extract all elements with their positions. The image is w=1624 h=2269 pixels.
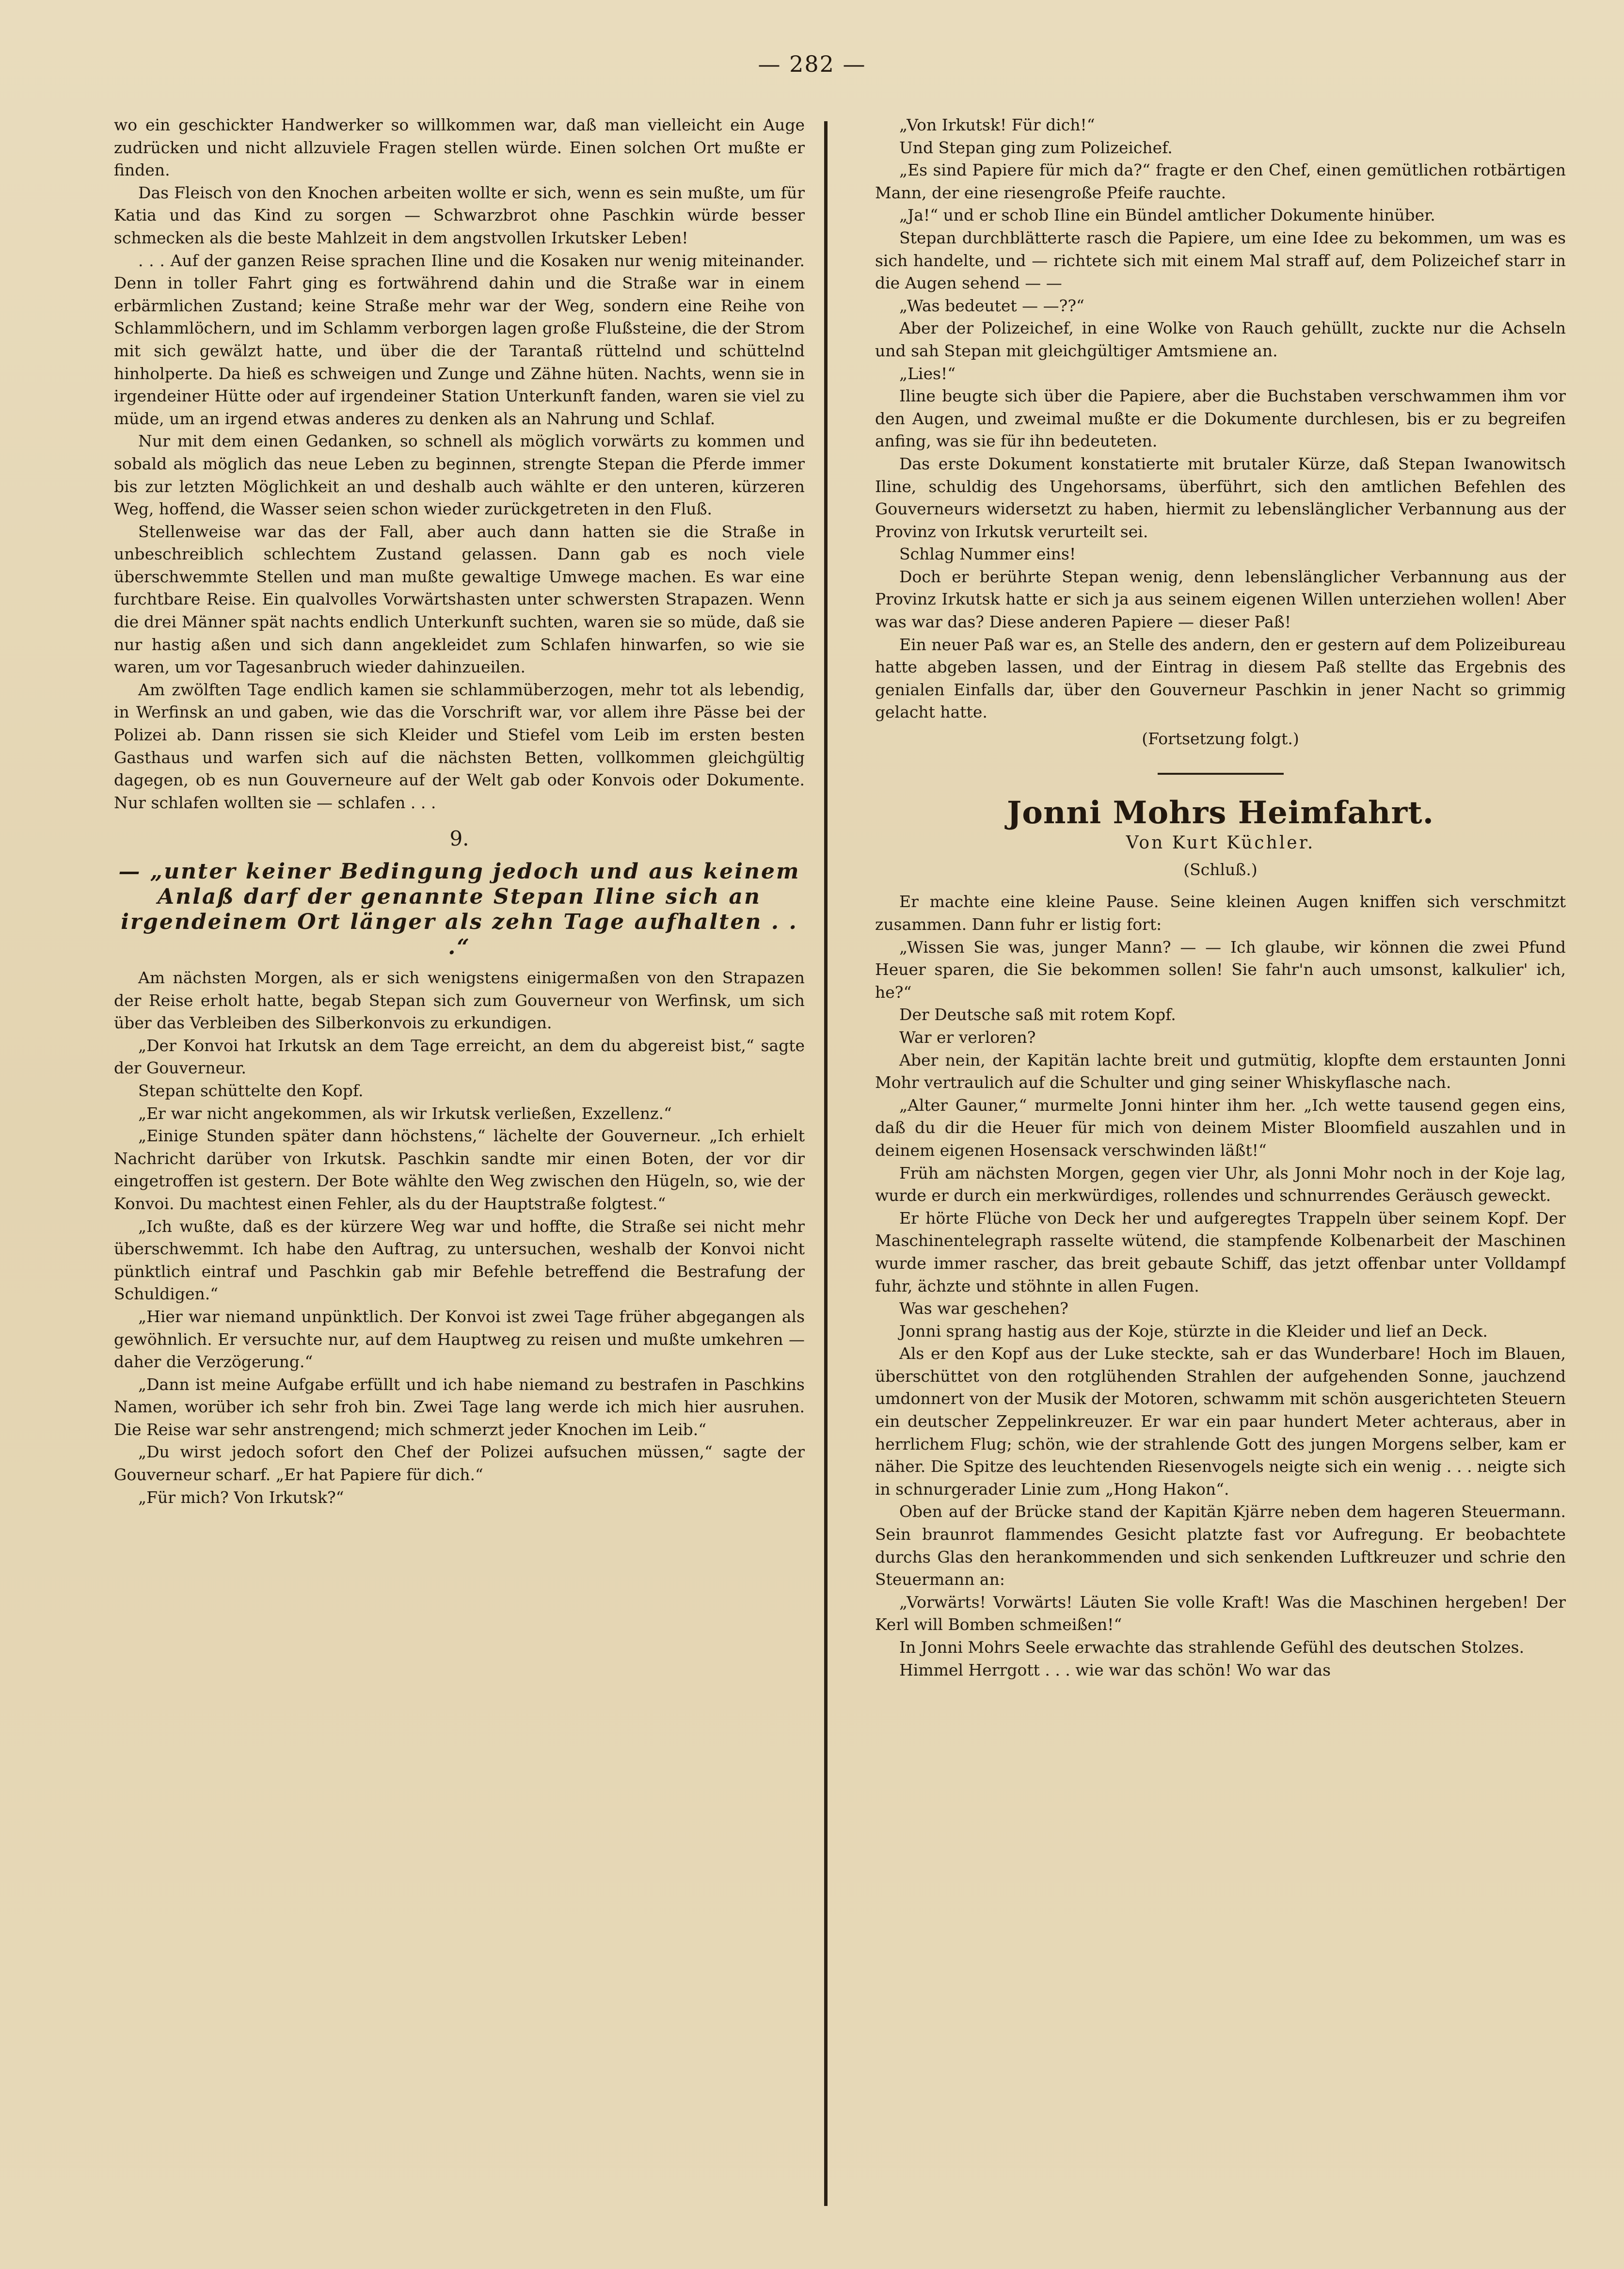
paragraph: Aber nein, der Kapitän lachte breit und gutmütig, klopfte dem erstaunten Jonni Mohr vertraulich auf die Schulter und ging seiner Whiskyflasche nach.	[875, 1050, 1566, 1092]
paragraph: „Was bedeutet — —??“	[899, 296, 1084, 315]
paragraph: „Lies!“	[899, 364, 956, 383]
paragraph: Als er den Kopf aus der Luke steckte, sah er das Wunderbare! Hoch im Blauen, überschüttet von den rotglühenden Strahlen der aufgehenden Sonne, jauchzend umdonnert von der Musik der Motoren, schwamm mit schön ausgerichteten Steuern ein deutscher Zeppelinkreuzer. Er war ein paar hundert Meter achteraus, aber in herrlichem Flug; schön, wie der strahlende Gott des jungen Morgens selber, kam er näher. Die Spitze des leuchtenden Riesenvogels neigte sich ein wenig . . . neigte sich in schnurgerader Linie zum „Hong Hakon“.	[875, 1344, 1566, 1499]
paragraph: Schlag Nummer eins!	[899, 544, 1076, 564]
paragraph: Er hörte Flüche von Deck her und aufgeregtes Trappeln über seinem Kopf. Der Maschinentelegraph rasselte wütend, die stampfende Kolbenarbeit der Maschinen wurde immer rascher, das breit gebaute Schiff, das jetzt offenbar unter Volldampf fuhr, ächzte und stöhnte in allen Fugen.	[875, 1208, 1566, 1295]
paragraph: „Du wirst jedoch sofort den Chef der Polizei aufsuchen müssen,“ sagte der Gouverneur scharf. „Er hat Papiere für dich.“	[114, 1442, 805, 1485]
page-number: — 282 —	[758, 51, 866, 77]
paragraph: Der Deutsche saß mit rotem Kopf.	[899, 1005, 1176, 1024]
column-divider	[824, 121, 828, 2206]
paragraph: Das Fleisch von den Knochen arbeiten wollte er sich, wenn es sein mußte, um für Katia und das Kind zu sorgen — Schwarzbrot ohne Paschkin würde besser schmecken als die beste Mahlzeit in dem angstvollen Irkutsker Leben!	[114, 183, 805, 247]
chapter-number: 9.	[449, 827, 469, 851]
paragraph: Früh am nächsten Morgen, gegen vier Uhr, als Jonni Mohr noch in der Koje lag, wurde er durch ein merkwürdiges, rollendes und schnurrendes Geräusch geweckt.	[875, 1163, 1566, 1205]
paragraph: Oben auf der Brücke stand der Kapitän Kjärre neben dem hageren Steuermann. Sein braunrot flammendes Gesicht platzte fast vor Aufregung. Er beobachtete durchs Glas den herankommenden und sich senkenden Luftkreuzer und schrie den Steuermann an:	[875, 1502, 1566, 1589]
paragraph: „Es sind Papiere für mich da?“ fragte er den Chef, einen gemütlichen rotbärtigen Mann, der eine riesengroße Pfeife rauchte.	[875, 160, 1566, 202]
continued-note: (Fortsetzung folgt.)	[1142, 729, 1299, 749]
chapter-epigraph: — „unter keiner Bedingung jedoch und aus keinem Anlaß darf der genannte Stepan Iline sich an irgendeinem Ort länger als zehn Tage aufhalten . . .“	[118, 859, 800, 959]
story-byline: Von Kurt Küchler.	[1126, 833, 1315, 853]
paragraph: „Ja!“ und er schob Iline ein Bündel amtlicher Dokumente hinüber.	[899, 206, 1435, 225]
story-title: Jonni Mohrs Heimfahrt.	[1006, 794, 1434, 831]
paragraph: „Hier war niemand unpünktlich. Der Konvoi ist zwei Tage früher abgegangen als gewöhnlich. Er versuchte nur, auf dem Hauptweg zu reisen und mußte umkehren — daher die Verzögerung.“	[114, 1307, 805, 1372]
paragraph: Stepan schüttelte den Kopf.	[138, 1081, 364, 1100]
paragraph: „Ich wußte, daß es der kürzere Weg war und hoffte, die Straße sei nicht mehr überschwemmt. Ich habe den Auftrag, zu untersuchen, weshalb der Konvoi nicht pünktlich eintraf und Paschkin gab mir Befehle betreffend die Bestrafung der Schuldigen.“	[114, 1216, 805, 1304]
paragraph: „Vorwärts! Vorwärts! Läuten Sie volle Kraft! Was die Maschinen hergeben! Der Kerl will Bomben schmeißen!“	[875, 1592, 1566, 1634]
paragraph: . . . Auf der ganzen Reise sprachen Iline und die Kosaken nur wenig miteinander. Denn in toller Fahrt ging es fortwährend dahin und die Straße war in einem erbärmlichen Zustand; keine Straße mehr war der Weg, sondern eine Reihe von Schlammlöchern, und im Schlamm verborgen lagen große Flußsteine, die der Strom mit sich gewälzt hatte, und über die der Tarantaß rüttelnd und schüttelnd hinholperte. Da hieß es schweigen und Zunge und Zähne hüten. Nachts, wenn sie in irgendeiner Hütte oder auf irgendeiner Station Unterkunft fanden, waren sie viel zu müde, um an irgend etwas anderes zu denken als an Nahrung und Schlaf.	[114, 251, 805, 428]
paragraph: Jonni sprang hastig aus der Koje, stürzte in die Kleider und lief an Deck.	[899, 1321, 1488, 1341]
paragraph: Das erste Dokument konstatierte mit brutaler Kürze, daß Stepan Iwanowitsch Iline, schuldig des Ungehorsams, überführt, sich den amtlichen Befehlen des Gouverneurs widersetzt zu haben, hiermit zu lebenslänglicher Verbannung aus der Provinz von Irkutsk verurteilt sei.	[875, 454, 1566, 541]
paragraph: „Einige Stunden später dann höchstens,“ lächelte der Gouverneur. „Ich erhielt Nachricht darüber von Irkutsk. Paschkin sandte mir einen Boten, der vor dir eingetroffen ist gestern. Der Bote wählte den Weg zwischen den Hügeln, so, wie der Konvoi. Du machtest einen Fehler, als du der Hauptstraße folgtest.“	[114, 1126, 805, 1213]
paragraph: War er verloren?	[899, 1027, 1036, 1047]
paragraph: Stellenweise war das der Fall, aber auch dann hatten sie die Straße in unbeschreiblich schlechtem Zustand gelassen. Dann gab es noch viele überschwemmte Stellen und man mußte gewaltige Umwege machen. Es war eine furchtbare Reise. Ein qualvolles Vorwärtshasten unter schwersten Strapazen. Wenn die drei Männer spät nachts endlich Unterkunft suchten, waren sie so müde, daß sie nur hastig aßen und sich dann angekleidet zum Schlafen hinwarfen, so wie sie waren, um vor Tagesanbruch wieder dahinzueilen.	[114, 522, 805, 677]
paragraph: Nur mit dem einen Gedanken, so schnell als möglich vorwärts zu kommen und sobald als möglich das neue Leben zu beginnen, strengte Stepan die Pferde immer bis zur letzten Möglichkeit an und deshalb auch wählte er den unteren, kürzeren Weg, hoffend, die Wasser seien schon wieder zurückgetreten in den Fluß.	[114, 431, 805, 519]
paragraph: In Jonni Mohrs Seele erwachte das strahlende Gefühl des deutschen Stolzes.	[899, 1638, 1525, 1657]
paragraph: Ein neuer Paß war es, an Stelle des andern, den er gestern auf dem Polizeibureau hatte abgeben lassen, und der Eintrag in diesem Paß stellte das Ergebnis des genialen Einfalls dar, über den Gouverneur Paschkin in jener Nacht so grimmig gelacht hatte.	[875, 635, 1566, 722]
paragraph: Doch er berührte Stepan wenig, denn lebenslänglicher Verbannung aus der Provinz Irkutsk hatte er sich ja aus seinem eigenen Willen unterziehen wollen! Aber was war das? Diese anderen Papiere — dieser Paß!	[875, 567, 1566, 632]
paragraph: Was war geschehen?	[899, 1299, 1068, 1318]
paragraph: Am nächsten Morgen, als er sich wenigstens einigermaßen von den Strapazen der Reise erholt hatte, begab Stepan sich zum Gouverneur von Werfinsk, um sich über das Verbleiben des Silberkonvois zu erkundigen.	[114, 968, 805, 1033]
paragraph: „Von Irkutsk! Für dich!“	[899, 115, 1095, 134]
paragraph: „Dann ist meine Aufgabe erfüllt und ich habe niemand zu bestrafen in Paschkins Namen, worüber ich sehr froh bin. Zwei Tage lang werde ich mich hier ausruhen. Die Reise war sehr anstrengend; mich schmerzt jeder Knochen im Leib.“	[114, 1374, 805, 1439]
right-column	[875, 114, 1566, 2223]
left-column	[114, 114, 805, 2223]
paragraph: Und Stepan ging zum Polizeichef.	[899, 138, 1173, 157]
section-separator	[1158, 773, 1284, 775]
paragraph: Am zwölften Tage endlich kamen sie schlammüberzogen, mehr tot als lebendig, in Werfinsk an und gaben, wie das die Vorschrift war, vor allem ihre Pässe bei der Polizei ab. Dann rissen sie sich Kleider und Stiefel vom Leib im ersten besten Gasthaus und warfen sich auf die nächsten Betten, vollkommen gleichgültig dagegen, ob es nun Gouverneure auf der Welt gab oder Konvois oder Dokumente. Nur schlafen wollten sie — schlafen . . .	[114, 680, 805, 812]
paragraph: „Er war nicht angekommen, als wir Irkutsk verließen, Exzellenz.“	[138, 1103, 672, 1123]
paragraph: Iline beugte sich über die Papiere, aber die Buchstaben verschwammen ihm vor den Augen, und zweimal mußte er die Dokumente durchlesen, bis er zu begreifen anfing, was sie für ihn bedeuteten.	[875, 386, 1566, 451]
closing-note: (Schluß.)	[1183, 860, 1258, 879]
paragraph: Stepan durchblätterte rasch die Papiere, um eine Idee zu bekommen, um was es sich handelte, und — richtete sich mit einem Mal straff auf, dem Polizeichef starr in die Augen sehend — —	[875, 228, 1566, 293]
paragraph: „Für mich? Von Irkutsk?“	[138, 1487, 344, 1507]
paragraph: Aber der Polizeichef, in eine Wolke von Rauch gehüllt, zuckte nur die Achseln und sah Stepan mit gleichgültiger Amtsmiene an.	[875, 319, 1566, 360]
paragraph: wo ein geschickter Handwerker so willkommen war, daß man vielleicht ein Auge zudrücken und nicht allzuviele Fragen stellen würde. Einen solchen Ort mußte er finden.	[114, 115, 805, 180]
paragraph: „Alter Gauner,“ murmelte Jonni hinter ihm her. „Ich wette tausend gegen eins, daß du dir die Heuer für mich von deinem Mister Bloomfield auszahlen und in deinem eigenen Hosensack verschwinden läßt!“	[875, 1095, 1566, 1160]
paragraph: „Der Konvoi hat Irkutsk an dem Tage erreicht, an dem du abgereist bist,“ sagte der Gouverneur.	[114, 1036, 805, 1078]
paragraph: Himmel Herrgott . . . wie war das schön! Wo war das	[899, 1660, 1331, 1679]
paragraph: „Wissen Sie was, junger Mann? — — Ich glaube, wir können die zwei Pfund Heuer sparen, die Sie bekommen sollen! Sie fahr'n auch umsonst, kalkulier' ich, he?“	[875, 937, 1566, 1002]
paragraph: Er machte eine kleine Pause. Seine kleinen Augen kniffen sich verschmitzt zusammen. Dann fuhr er listig fort:	[875, 892, 1566, 934]
